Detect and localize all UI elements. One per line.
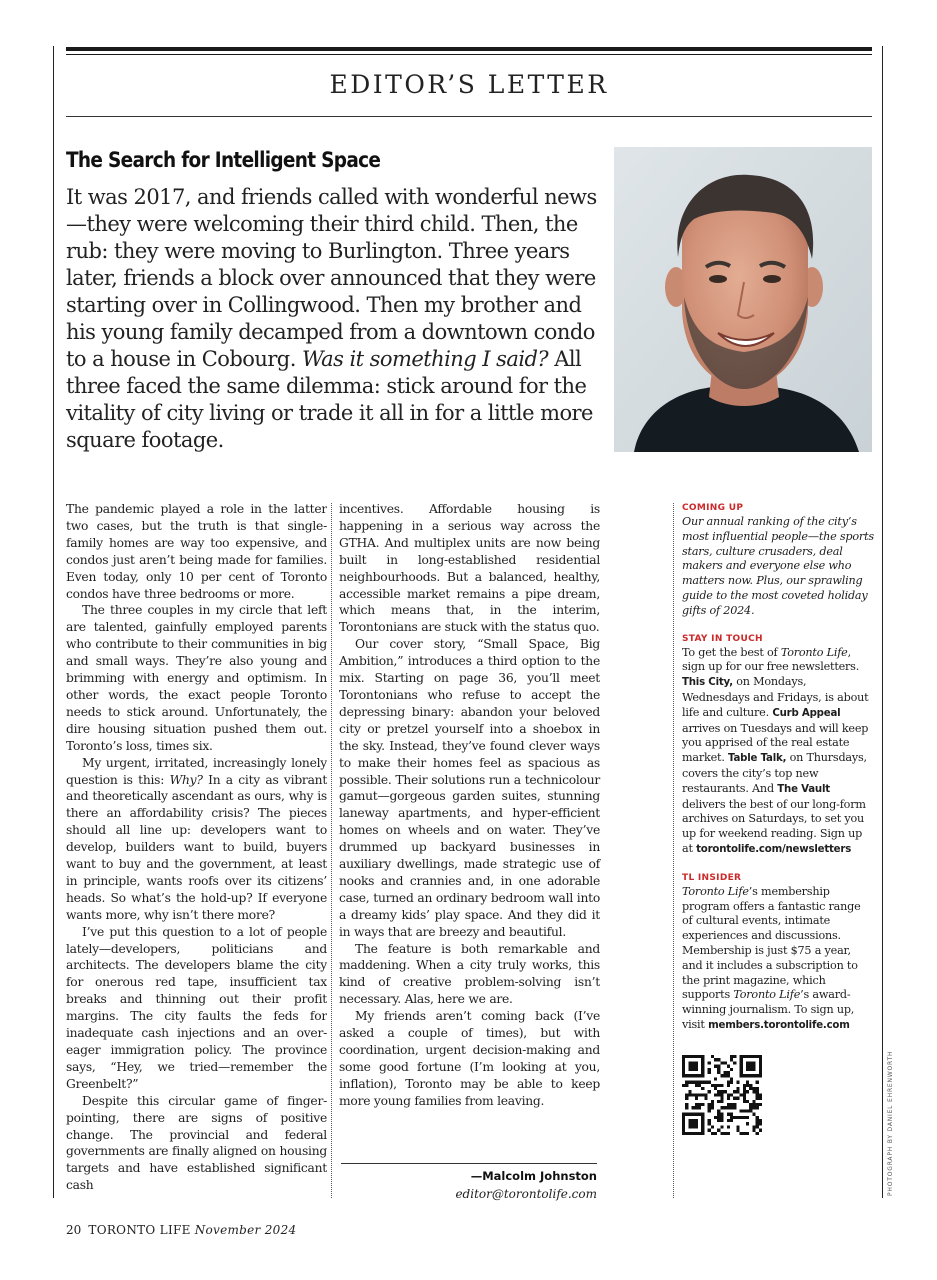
sidebar-stay-in-touch — [682, 634, 874, 858]
text: arrives on Tuesdays and will keep you apprised of the real estate market. — [682, 721, 869, 765]
body-italic: Why? — [169, 772, 203, 787]
newsletters-link[interactable]: torontolife.com/newsletters — [696, 843, 852, 855]
body-text: My urgent, irritated, increasingly lonely question is this: — [66, 755, 327, 787]
article-column-1 — [66, 501, 327, 1201]
body-paragraph: The three couples in my circle that left are talented, gainfully employed parents who contribute to their communities in big and small ways. They’re also young and brimming with energy and optimism. In other words, the exact people Toronto needs to stick around. Unfortunately, the dire housing situation pushed them out. Toronto’s loss, times six. — [66, 603, 327, 753]
sidebar-coming-up — [682, 503, 874, 619]
photo-credit: PHOTOGRAPH BY DANIEL EHRENWORTH — [887, 1050, 894, 1196]
editor-portrait-photo — [614, 147, 872, 452]
body-text: In a city as vibrant and theoretically ascendant as ours, why is there an affordability crisis? The pieces should all line up: developers want to develop, builders want to build, buyers want to buy and the government, at least in principle, wants roofs over its citizens’ heads. So what’s the hold-up? If everyone wants more, why isn’t there more? — [66, 772, 327, 922]
text: on Thursdays, covers the city’s top new restaurants. And — [682, 751, 867, 795]
headline: The Search for Intelligent Space — [66, 148, 381, 173]
text: on Mondays, Wednesdays and Fridays, is about life and culture. — [682, 675, 869, 719]
text: ’s membership program offers a fantastic range of cultural events, intimate experiences and discussions. Membership is just $75 a year, and it includes a subscription to the print magazine, which supports — [682, 884, 861, 1002]
body-paragraph: My friends aren’t coming back (I’ve asked a couple of times), but with coordination, urgent decision-making and some good fortune (I’m looking at you, inflation), Toronto may be able to keep more young families from leaving. — [339, 1009, 600, 1108]
top-rule-thick — [66, 47, 872, 51]
sidebar-text — [682, 885, 874, 1034]
body-paragraph: Despite this circular game of finger-pointing, there are signs of positive change. The provincial and federal governments are finally aligned on housing targets and have established significant cash — [66, 1093, 327, 1193]
sidebar-heading: COMING UP — [682, 503, 744, 513]
sidebar-heading: TL INSIDER — [682, 872, 742, 883]
author-name: —Malcolm Johnston — [470, 1169, 597, 1183]
body-paragraph: incentives. Affordable housing is happening in a serious way across the GTHA. And multiplex units are now being built in long-established residential neighbourhoods. But a balanced, healthy, accessible market remains a pipe dream, which means that, in the interim, Torontonians are stuck with the status quo. — [339, 502, 600, 635]
section-title: EDITOR’S LETTER — [329, 70, 609, 99]
newsletter-name: Curb Appeal — [772, 707, 841, 719]
body-paragraph: The pandemic played a role in the latter two cases, but the truth is that single-family homes are way too expensive, and condos just aren’t being made for families. Even today, only 10 per cent of Toronto condos have three bedrooms or more. — [66, 502, 327, 601]
page-footer — [66, 1223, 296, 1237]
text: , sign up for our free newsletters. — [682, 645, 860, 674]
dek-text-end: All three faced the same dilemma: stick around for the vitality of city living or trade it all in for a little more square footage. — [66, 347, 593, 452]
magazine-name: Toronto Life — [682, 884, 749, 898]
author-email[interactable]: editor@torontolife.com — [455, 1187, 597, 1201]
qr-code-icon[interactable] — [682, 1055, 762, 1135]
article-column-2 — [339, 501, 600, 1110]
magazine-name: Toronto Life — [780, 645, 848, 659]
dek-text: It was 2017, and friends called with wonderful news—they were welcoming their third child. Then, the rub: they were moving to Burlington. Three years later, friends a block over announced that they were starting over in Collingwood. Then my brother and his young family decamped from a downtown condo to a house in Cobourg. — [66, 185, 597, 371]
newsletter-name: The Vault — [777, 783, 830, 795]
sidebar-tl-insider — [682, 873, 874, 1034]
body-paragraph: The feature is both remarkable and maddening. When a city truly works, this kind of creative problem-solving isn’t necessary. Alas, here we are. — [339, 941, 600, 1007]
column-divider — [331, 503, 332, 1198]
top-rule-thin — [66, 54, 872, 55]
text: delivers the best of our long-form archives on Saturdays, to set you up for weekend reading. Sign up at — [682, 797, 866, 855]
body-paragraph: I’ve put this question to a lot of people lately—developers, politicians and architects. The developers blame the city for onerous red tape, insufficient tax breaks and thinning out their profit margins. The city faults the feds for inadequate cash injections and an over-eager immigration policy. The province says, “Hey, we tried—remember the Greenbelt?” — [66, 924, 327, 1091]
sidebar-heading: STAY IN TOUCH — [682, 633, 763, 644]
newsletter-name: Table Talk, — [728, 753, 787, 765]
page-number: 20 — [66, 1223, 82, 1237]
dek — [66, 184, 606, 454]
newsletter-name: This City, — [682, 677, 733, 689]
page-left-border — [53, 46, 54, 1198]
body-paragraph: Our cover story, “Small Space, Big Ambition,” introduces a third option to the mix. Starting on page 36, you’ll meet Torontonians who refuse to accept the depressing binary: abandon your beloved city or pretzel yourself into a shoebox in the sky. Instead, they’ve found clever ways to make their homes feel as spacious as possible. Their solutions run a technicolour gamut—gorgeous garden suites, stunning laneway apartments, and hyper-efficient homes on wheels and on water. They’ve drummed up backyard businesses in auxiliary dwellings, made strategic use of nooks and crannies and, in one adorable case, turned an ordinary bedroom wall into a dreamy kids’ play space. And they did it in ways that are breezy and beautiful. — [339, 637, 600, 939]
signoff-rule — [341, 1163, 597, 1164]
text: ’s award-winning journalism. To sign up, visit — [682, 988, 855, 1031]
sidebar-divider — [673, 503, 674, 1198]
footer-magazine: TORONTO LIFE — [88, 1223, 191, 1237]
magazine-name: Toronto Life — [733, 988, 801, 1002]
membership-link[interactable]: members.torontolife.com — [708, 1019, 850, 1031]
dek-italic: Was it something I said? — [301, 347, 549, 371]
sidebar — [682, 503, 874, 1140]
section-title-rule — [66, 116, 872, 117]
footer-issue: November 2024 — [194, 1223, 297, 1237]
text: To get the best of — [682, 645, 781, 659]
sidebar-text — [682, 646, 874, 858]
body-paragraph — [66, 755, 327, 924]
page-right-border — [882, 46, 883, 1198]
sidebar-text: Our annual ranking of the city’s most influential people—the sports stars, culture crusaders, deal makers and everyone else who matters now. Plus, our sprawling guide to the most coveted holiday gifts of 2024. — [682, 515, 874, 617]
